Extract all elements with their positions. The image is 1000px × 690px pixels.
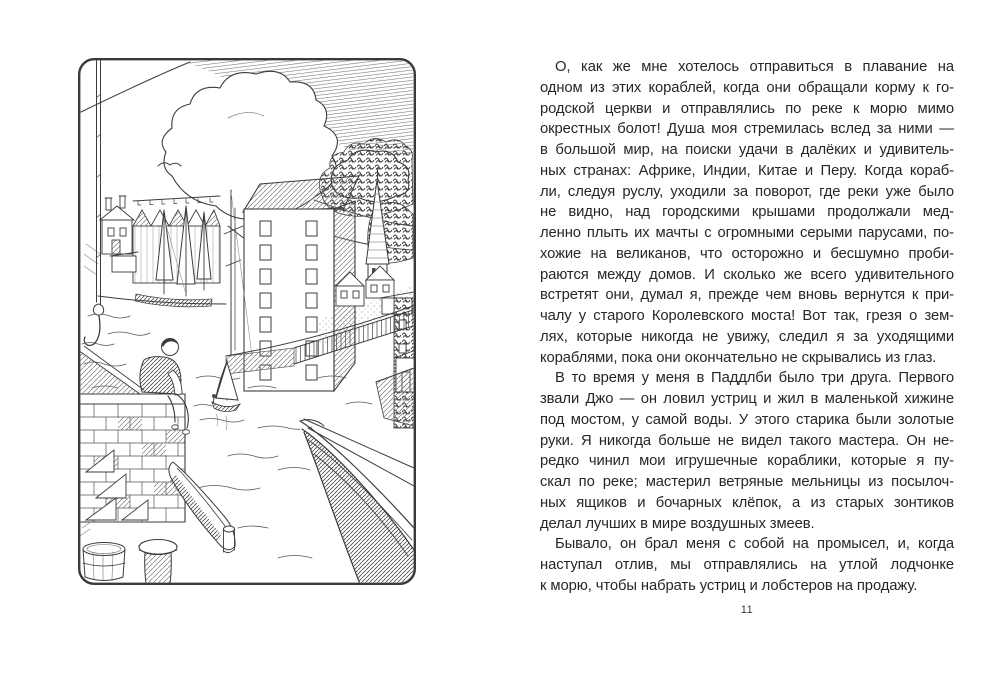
text-line: лях, которые никогда не увижу, следил я за уходящими <box>540 328 954 345</box>
text-line: Бывало, он брал меня с собой на промысел, и, когда <box>555 536 954 553</box>
text-line: делал лучших в мире воздушных змеев. <box>540 515 815 532</box>
text-line: раются между домов. И сколько же всего удивительного <box>540 266 954 283</box>
text-line: не видно, над городскими крышами продолжали мед- <box>540 204 954 221</box>
text-line: редко чинил мои игрушечные кораблики, которые я пу- <box>540 453 954 470</box>
text-line: О, как же мне хотелось отправиться в плавание на <box>555 59 954 75</box>
text-line: звали Джо — он ловил устриц и жил в маленькой хижине <box>540 391 954 407</box>
text-line: В то время у меня в Паддлби было три друга. Первого <box>555 370 954 387</box>
text-line: под мостом, у самой воды. У этого старика были золотые <box>540 411 954 428</box>
page-left-illustration <box>78 58 416 585</box>
text-line: родской церкви и отправлялись по реке к морю мимо <box>540 100 954 117</box>
text-line: чалу у старого Королевского моста! Вот так, грезя о зем- <box>540 308 954 324</box>
crane-hook <box>84 60 103 345</box>
text-line: скал по реке; мастерил ветряные мельницы из посылоч- <box>540 474 954 490</box>
text-column <box>540 57 954 597</box>
text-line: хожие на великанов, что осторожно и бесшумно проби- <box>540 245 954 262</box>
text-line: кораблями, пока они окончательно не скрывались из глаз. <box>540 349 937 366</box>
left-houses <box>84 196 138 275</box>
text-line: окрестных болот! Душа моя стремилась вслед за ними — <box>540 121 954 138</box>
text-line: одном из этих кораблей, когда они обращали корму к го- <box>540 79 954 96</box>
paragraph <box>540 57 954 368</box>
large-boat-prow <box>300 419 414 584</box>
barrel <box>83 543 125 581</box>
text-line: встретят они, думал я, прежде чем вновь вернутся к при- <box>540 287 954 304</box>
sawtooth-warehouse <box>133 196 220 296</box>
text-line: ных ящиков и бочарных клёпок, а из старых зонтиков <box>540 494 954 511</box>
page-number: 11 <box>740 604 754 616</box>
text-line: ленно плыть их мачты с огромными серыми парусами, по- <box>540 225 954 241</box>
paragraph <box>540 368 954 534</box>
paragraph <box>540 534 954 596</box>
text-line: ных странах: Африке, Индии, Китае и Перу. Когда кораб- <box>540 162 954 179</box>
text-line: наступал отлив, мы отправлялись на утлой лодчонке <box>540 557 954 573</box>
text-line: к морю, чтобы набрать устриц и лобстеров на продажу. <box>540 577 918 594</box>
text-line: в большой мир, на поиски удачи в далёких и удивитель- <box>540 142 954 158</box>
text-line: руки. Я никогда больше не видел такого мастера. Он не- <box>540 432 954 449</box>
text-line: ли, следуя руслу, уходили за поворот, где реки уже было <box>540 183 954 200</box>
harbor-illustration <box>78 58 416 585</box>
